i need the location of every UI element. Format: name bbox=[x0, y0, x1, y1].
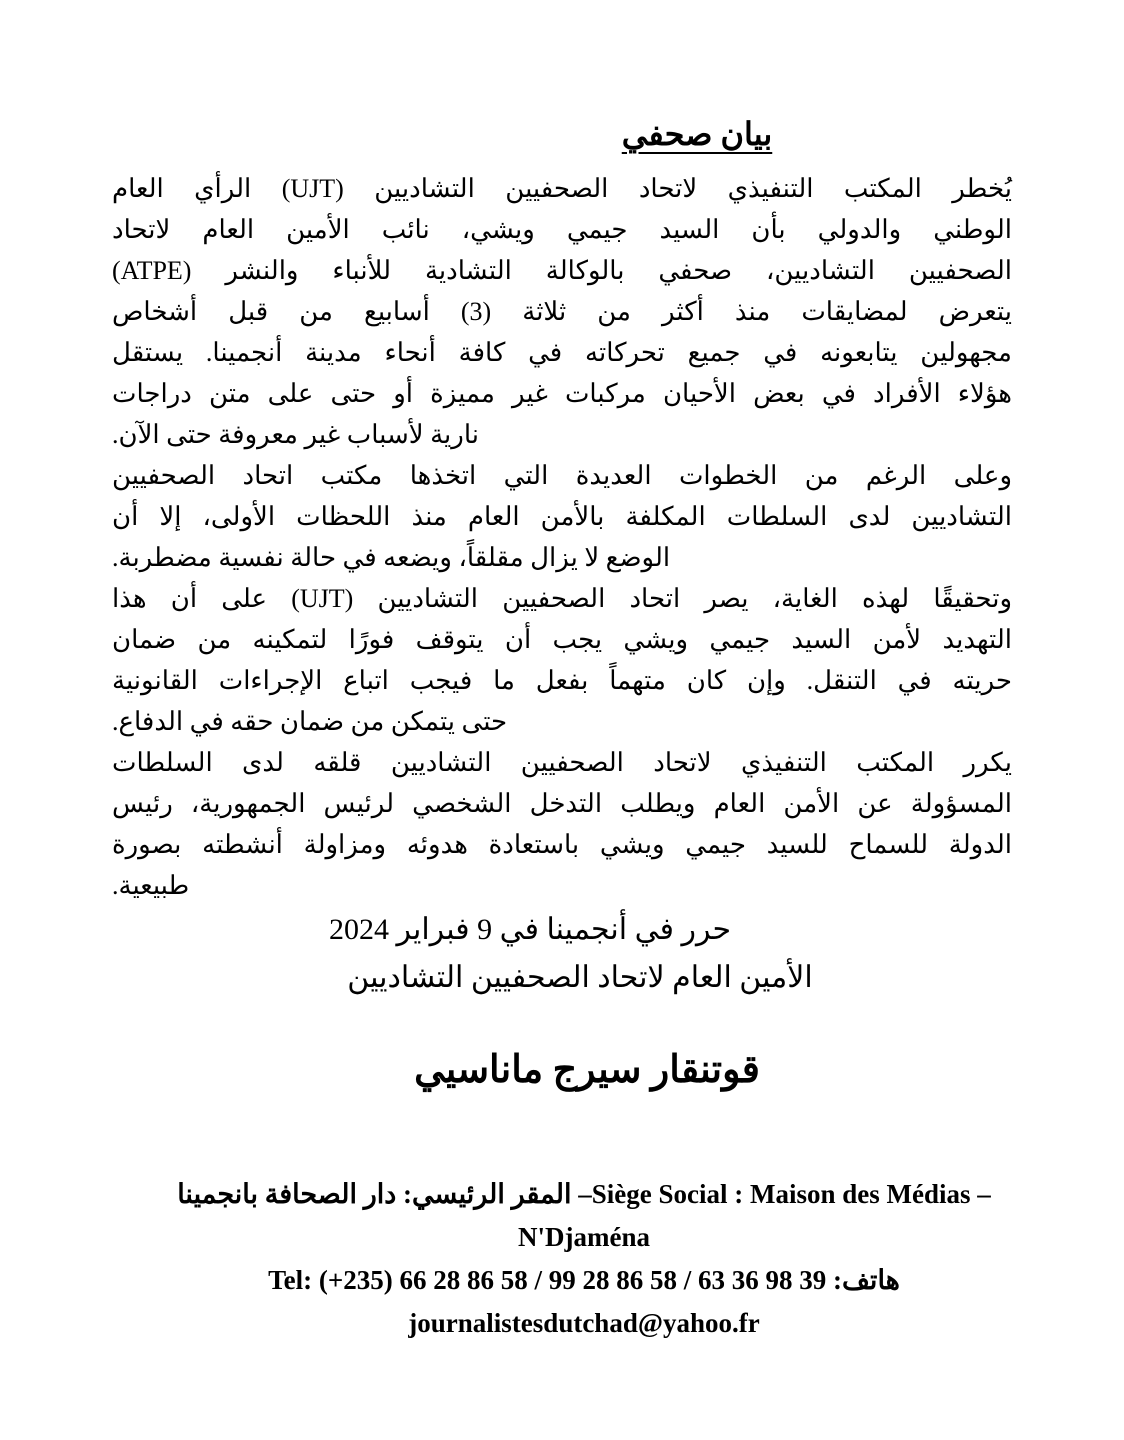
body-line: الوضع لا يزال مقلقاً، ويضعه في حالة نفسية مضطربة. bbox=[112, 543, 671, 572]
document-body bbox=[112, 168, 1012, 906]
body-line: حريته في التنقل. وإن كان متهماً بفعل ما فيجب اتباع الإجراءات القانونية bbox=[112, 666, 1012, 695]
telephone-numbers: Tel: (+235) 66 28 86 58 / 99 28 86 58 / 63 36 98 39 bbox=[268, 1265, 827, 1295]
body-line: هؤلاء الأفراد في بعض الأحيان مركبات غير مميزة أو حتى على متن دراجات bbox=[112, 379, 1012, 408]
body-line: الصحفيين التشاديين، صحفي بالوكالة التشادية للأنباء والنشر (ATPE) bbox=[112, 256, 1012, 285]
contact-footer bbox=[22, 1173, 1124, 1345]
signatory-name: قوتنقار سيرج ماناسيي bbox=[414, 1049, 760, 1091]
body-line: التشاديين لدى السلطات المكلفة بالأمن العام منذ اللحظات الأولى، إلا أن bbox=[112, 502, 1012, 531]
email-line: journalistesdutchad@yahoo.fr bbox=[408, 1308, 760, 1338]
signatory-title: الأمين العام لاتحاد الصحفيين التشاديين bbox=[347, 961, 813, 994]
closing-block bbox=[0, 906, 1124, 1098]
telephone-label-arabic: هاتف: bbox=[832, 1265, 900, 1295]
body-line: وعلى الرغم من الخطوات العديدة التي اتخذها مكتب اتحاد الصحفيين bbox=[112, 461, 1012, 490]
body-line: المسؤولة عن الأمن العام ويطلب التدخل الشخصي لرئيس الجمهورية، رئيس bbox=[112, 789, 1012, 818]
headquarters-line bbox=[22, 1173, 1124, 1216]
body-line: نارية لأسباب غير معروفة حتى الآن. bbox=[112, 420, 480, 449]
body-line: حتى يتمكن من ضمان حقه في الدفاع. bbox=[112, 707, 508, 736]
body-line: الوطني والدولي بأن السيد جيمي ويشي، نائب الأمين العام لاتحاد bbox=[112, 215, 1012, 244]
telephone-line bbox=[22, 1259, 1124, 1302]
dateline: حرر في أنجمينا في 9 فبراير 2024 bbox=[328, 913, 732, 946]
body-line: طبيعية. bbox=[112, 871, 190, 900]
document-title: بيان صحفي bbox=[621, 116, 773, 152]
body-line: يتعرض لمضايقات منذ أكثر من ثلاثة (3) أسابيع من قبل أشخاص bbox=[112, 297, 1012, 326]
body-line: يكرر المكتب التنفيذي لاتحاد الصحفيين التشاديين قلقه لدى السلطات bbox=[112, 748, 1012, 777]
city-line: N'Djaména bbox=[518, 1222, 650, 1252]
headquarters-arabic: المقر الرئيسي: دار الصحافة بانجمينا bbox=[177, 1179, 572, 1209]
body-line: يُخطر المكتب التنفيذي لاتحاد الصحفيين التشاديين (UJT) الرأي العام bbox=[112, 174, 1012, 203]
body-line: مجهولين يتابعونه في جميع تحركاته في كافة أنحاء مدينة أنجمينا. يستقل bbox=[112, 338, 1012, 367]
headquarters-french: –Siège Social : Maison des Médias – bbox=[578, 1179, 991, 1209]
body-line: وتحقيقًا لهذه الغاية، يصر اتحاد الصحفيين التشاديين (UJT) على أن هذا bbox=[112, 584, 1013, 613]
body-line: الدولة للسماح للسيد جيمي ويشي باستعادة هدوئه ومزاولة أنشطته بصورة bbox=[112, 830, 1012, 859]
body-line: التهديد لأمن السيد جيمي ويشي يجب أن يتوقف فورًا لتمكينه من ضمان bbox=[112, 625, 1012, 654]
